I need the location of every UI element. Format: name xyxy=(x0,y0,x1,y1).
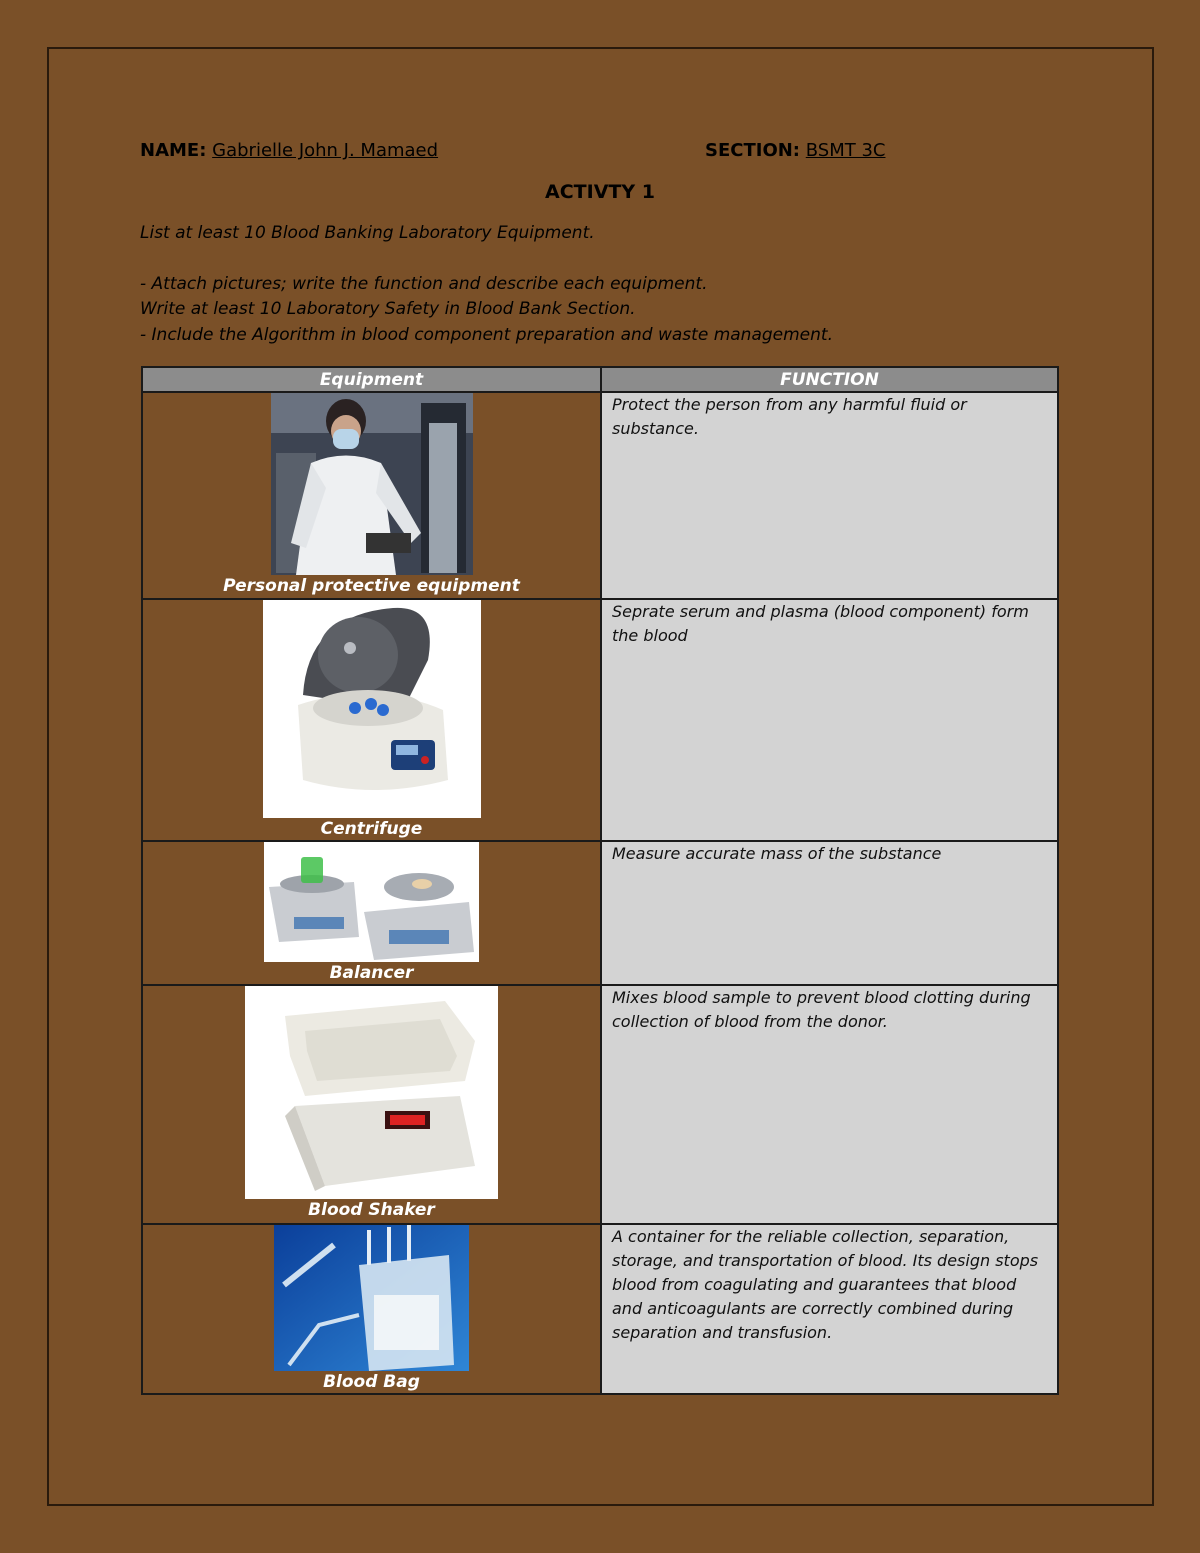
table-row xyxy=(142,392,1058,599)
centrifuge-photo xyxy=(263,600,481,818)
equipment-caption: Blood Shaker xyxy=(308,1200,435,1220)
name-line xyxy=(140,140,438,161)
table-row xyxy=(142,841,1058,985)
section-label: SECTION: xyxy=(705,140,801,161)
equipment-caption: Personal protective equipment xyxy=(223,576,520,596)
ppe-photo xyxy=(271,393,473,575)
function-cell: Mixes blood sample to prevent blood clotting during collection of blood from the donor. xyxy=(601,985,1058,1224)
equipment-cell xyxy=(142,841,601,985)
equipment-caption: Balancer xyxy=(329,963,414,983)
section-value: BSMT 3C xyxy=(805,140,886,161)
instruction-line: Write at least 10 Laboratory Safety in Blood Bank Section. xyxy=(140,299,636,319)
name-value: Gabrielle John J. Mamaed xyxy=(212,140,439,161)
name-label: NAME: xyxy=(140,140,207,161)
equipment-cell xyxy=(142,1224,601,1394)
equipment-column-header: Equipment xyxy=(142,367,601,392)
function-column-header: FUNCTION xyxy=(601,367,1058,392)
section-line xyxy=(705,140,885,161)
equipment-cell xyxy=(142,985,601,1224)
instruction-line: - Attach pictures; write the function and describe each equipment. xyxy=(140,274,708,294)
activity-title: ACTIVTY 1 xyxy=(545,181,655,203)
balance-photo xyxy=(264,842,479,962)
function-cell: Seprate serum and plasma (blood component) form the blood xyxy=(601,599,1058,841)
instruction-line: List at least 10 Blood Banking Laboratory Equipment. xyxy=(140,223,595,243)
instruction-line: - Include the Algorithm in blood component preparation and waste management. xyxy=(140,325,833,345)
table-row xyxy=(142,985,1058,1224)
function-cell: A container for the reliable collection, separation, storage, and transportation of blood. Its design stops blood from coagulating and guarantees that blood and anticoagulants are correctly combined during separation and transfusion. xyxy=(601,1224,1058,1394)
table-header-row xyxy=(142,367,1058,392)
table-row xyxy=(142,599,1058,841)
equipment-caption: Centrifuge xyxy=(320,819,423,839)
equipment-cell xyxy=(142,392,601,599)
blood-shaker-photo xyxy=(245,986,498,1199)
equipment-cell xyxy=(142,599,601,841)
function-cell: Measure accurate mass of the substance xyxy=(601,841,1058,985)
equipment-caption: Blood Bag xyxy=(323,1372,420,1392)
function-cell: Protect the person from any harmful fluid or substance. xyxy=(601,392,1058,599)
blood-bag-photo xyxy=(274,1225,469,1371)
table-row xyxy=(142,1224,1058,1394)
equipment-table xyxy=(141,366,1059,1395)
